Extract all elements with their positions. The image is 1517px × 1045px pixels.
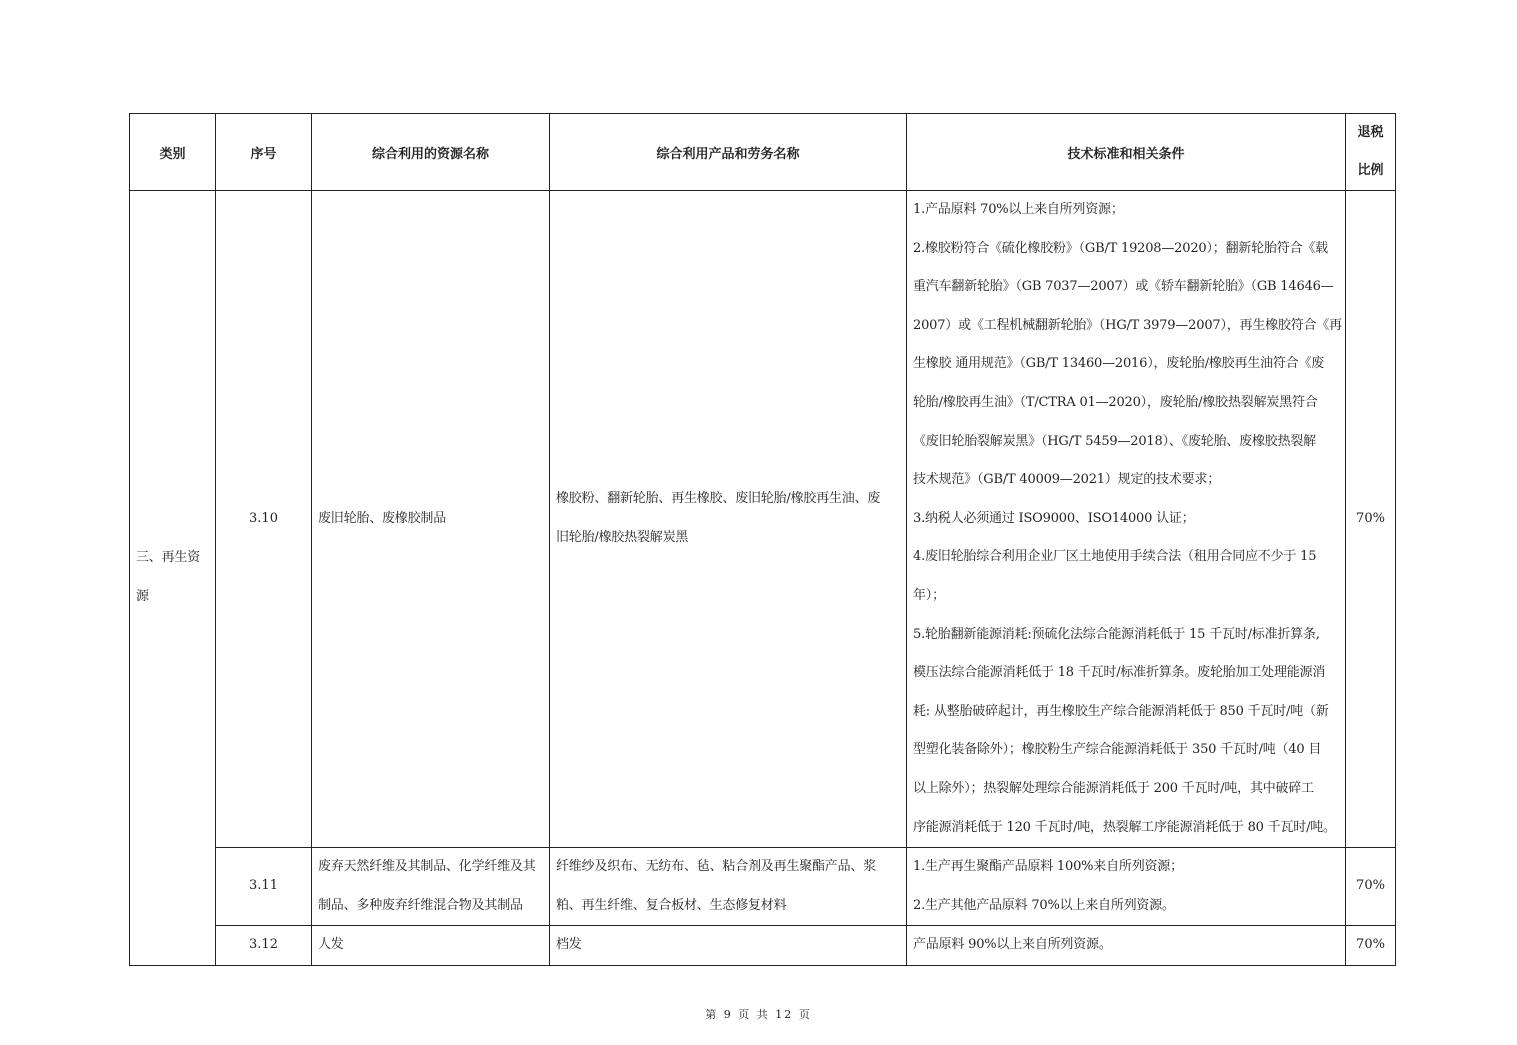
- condition-line: 4.废旧轮胎综合利用企业厂区土地使用手续合法（租用合同应不少于 15: [913, 549, 1317, 565]
- header-row: [130, 114, 1396, 191]
- condition-line: 技术规范》（GB/T 40009—2021）规定的技术要求；: [913, 472, 1221, 488]
- conditions-cell: [907, 191, 1346, 848]
- tax-refund-table: [129, 113, 1396, 966]
- condition-line: 轮胎/橡胶再生油》（T/CTRA 01—2020），废轮胎/橡胶热裂解炭黑符合: [913, 394, 1318, 410]
- conditions-cell: [907, 848, 1346, 926]
- header-refund-line2: 比例: [1357, 163, 1384, 178]
- product-line: 旧轮胎/橡胶热裂解炭黑: [556, 530, 689, 546]
- resource-cell: [312, 926, 550, 966]
- resource-line: 制品、多种废弃纤维混合物及其制品: [318, 897, 523, 913]
- category-line: 源: [136, 588, 149, 604]
- seq-cell: 3.11: [216, 848, 312, 926]
- condition-line: 重汽车翻新轮胎》（GB 7037—2007）或《轿车翻新轮胎》（GB 14646—: [913, 279, 1334, 295]
- condition-line: 2.生产其他产品原料 70%以上来自所列资源。: [913, 897, 1175, 913]
- product-cell: [550, 848, 907, 926]
- product-line: 纤维纱及织布、无纺布、毡、粘合剂及再生聚酯产品、浆: [556, 859, 877, 875]
- header-refund-line1: 退税: [1357, 125, 1384, 140]
- header-category: 类别: [130, 114, 216, 191]
- seq-cell: 3.10: [216, 191, 312, 848]
- product-cell: [550, 191, 907, 848]
- header-standard: 技术标准和相关条件: [907, 114, 1346, 191]
- header-seq: 序号: [216, 114, 312, 191]
- product-line: 橡胶粉、翻新轮胎、再生橡胶、废旧轮胎/橡胶再生油、废: [556, 491, 881, 507]
- condition-line: 型塑化装备除外）；橡胶粉生产综合能源消耗低于 350 千瓦时/吨（40 目: [913, 742, 1322, 758]
- ratio-cell: 70%: [1346, 848, 1396, 926]
- category-cell: [130, 191, 216, 966]
- condition-line: 1.生产再生聚酯产品原料 100%来自所列资源；: [913, 859, 1183, 875]
- header-refund-ratio: [1346, 114, 1396, 191]
- resource-cell: [312, 191, 550, 848]
- product-line: 粕、再生纤维、复合板材、生态修复材料: [556, 897, 787, 913]
- page-number-footer: 第 9 页 共 12 页: [705, 1008, 812, 1021]
- condition-line: 1.产品原料 70%以上来自所列资源；: [913, 202, 1124, 217]
- conditions-cell: [907, 926, 1346, 966]
- header-resource: 综合利用的资源名称: [312, 114, 550, 191]
- condition-line: 年）；: [913, 587, 945, 603]
- condition-line: 2007）或《工程机械翻新轮胎》（HG/T 3979—2007），再生橡胶符合《再: [913, 317, 1342, 333]
- resource-line: 废弃天然纤维及其制品、化学纤维及其: [318, 859, 536, 875]
- condition-line: 2.橡胶粉符合《硫化橡胶粉》（GB/T 19208—2020）；翻新轮胎符合《载: [913, 240, 1328, 256]
- resource-line: 废旧轮胎、废橡胶制品: [318, 510, 447, 526]
- condition-line: 以上除外）；热裂解处理综合能源消耗低于 200 千瓦时/吨，其中破碎工: [913, 780, 1314, 796]
- table-row: [130, 926, 1396, 966]
- table-row: [130, 848, 1396, 926]
- category-line: 三、再生资: [136, 550, 201, 566]
- resource-cell: [312, 848, 550, 926]
- product-cell: [550, 926, 907, 966]
- condition-line: 产品原料 90%以上来自所列资源。: [913, 937, 1112, 953]
- resource-line: 人发: [318, 937, 344, 953]
- header-product: 综合利用产品和劳务名称: [550, 114, 907, 191]
- condition-line: 模压法综合能源消耗低于 18 千瓦时/标准折算条。废轮胎加工处理能源消: [913, 665, 1326, 681]
- condition-line: 5.轮胎翻新能源消耗:预硫化法综合能源消耗低于 15 千瓦时/标准折算条,: [913, 626, 1320, 642]
- condition-line: 《废旧轮胎裂解炭黑》（HG/T 5459—2018）、《废轮胎、废橡胶热裂解: [913, 433, 1316, 449]
- ratio-cell: 70%: [1346, 926, 1396, 966]
- product-line: 档发: [556, 937, 582, 953]
- table-row: [130, 191, 1396, 848]
- condition-line: 序能源消耗低于 120 千瓦时/吨，热裂解工序能源消耗低于 80 千瓦时/吨。: [913, 819, 1336, 835]
- seq-cell: 3.12: [216, 926, 312, 966]
- condition-line: 生橡胶 通用规范》（GB/T 13460—2016），废轮胎/橡胶再生油符合《废: [913, 356, 1325, 372]
- condition-line: 3.纳税人必须通过 ISO9000、ISO14000 认证；: [913, 510, 1195, 526]
- condition-line: 耗: 从整胎破碎起计，再生橡胶生产综合能源消耗低于 850 千瓦时/吨（新: [913, 703, 1329, 719]
- ratio-cell: 70%: [1346, 191, 1396, 848]
